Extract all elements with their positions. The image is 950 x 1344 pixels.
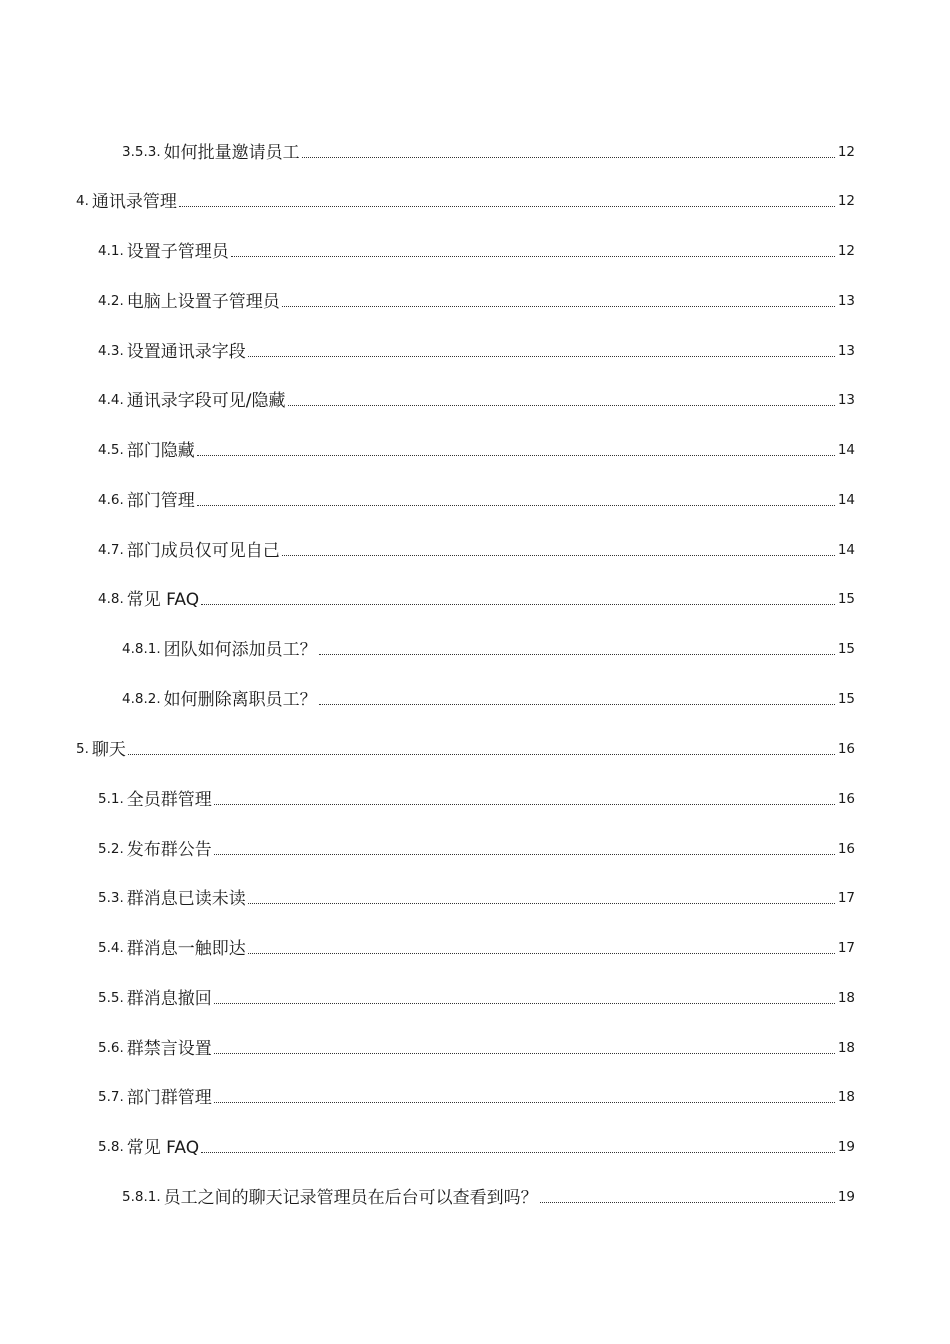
toc-entry[interactable] — [122, 1184, 855, 1208]
toc-entry-number: 4. — [76, 193, 89, 209]
toc-entry-title: 群消息撤回 — [126, 989, 212, 1009]
toc-entry-number: 5.4. — [98, 940, 124, 956]
toc-entry-number: 4.8.2. — [122, 691, 161, 707]
toc-entry-page: 12 — [837, 144, 855, 160]
dot-leader — [288, 405, 835, 406]
toc-entry-title: 如何批量邀请员工 — [163, 143, 300, 163]
toc-entry-page: 15 — [837, 641, 855, 657]
toc-entry[interactable] — [98, 586, 855, 610]
dot-leader — [214, 804, 835, 805]
toc-entry[interactable] — [76, 188, 855, 212]
toc-entry-number: 4.8. — [98, 591, 124, 607]
toc-entry[interactable] — [98, 288, 855, 312]
dot-leader — [248, 903, 835, 904]
toc-entry-title: 团队如何添加员工？ — [163, 640, 317, 660]
toc-entry[interactable] — [76, 736, 855, 760]
toc-entry-page: 15 — [837, 591, 855, 607]
toc-entry-number: 4.2. — [98, 293, 124, 309]
dot-leader — [197, 455, 835, 456]
toc-entry[interactable] — [98, 1084, 855, 1108]
toc-entry[interactable] — [98, 487, 855, 511]
toc-entry-number: 5.7. — [98, 1089, 124, 1105]
dot-leader — [214, 1003, 835, 1004]
toc-entry-number: 5.5. — [98, 990, 124, 1006]
toc-entry-page: 17 — [837, 940, 855, 956]
toc-entry-number: 5.6. — [98, 1040, 124, 1056]
toc-entry-number: 5.8. — [98, 1139, 124, 1155]
toc-entry-title: 通讯录字段可见/隐藏 — [126, 391, 286, 411]
toc-entry-number: 5.3. — [98, 890, 124, 906]
toc-entry[interactable] — [98, 935, 855, 959]
toc-entry-number: 4.4. — [98, 392, 124, 408]
dot-leader — [302, 157, 835, 158]
dot-leader — [214, 854, 835, 855]
toc-entry-page: 14 — [837, 492, 855, 508]
toc-entry-page: 16 — [837, 741, 855, 757]
toc-entry-title: 发布群公告 — [126, 840, 212, 860]
toc-entry[interactable] — [98, 1134, 855, 1158]
toc-entry[interactable] — [98, 437, 855, 461]
dot-leader — [282, 555, 835, 556]
toc-entry-title: 常见 FAQ — [126, 1138, 200, 1158]
toc-entry-title: 全员群管理 — [126, 790, 212, 810]
toc-entry-title: 群消息一触即达 — [126, 939, 246, 959]
toc-entry-number: 4.1. — [98, 243, 124, 259]
toc-entry-page: 19 — [837, 1139, 855, 1155]
toc-entry-page: 18 — [837, 1089, 855, 1105]
toc-entry-page: 12 — [837, 193, 855, 209]
toc-entry-title: 部门成员仅可见自己 — [126, 541, 280, 561]
dot-leader — [201, 604, 835, 605]
toc-entry[interactable] — [98, 387, 855, 411]
dot-leader — [282, 306, 835, 307]
toc-entry-page: 13 — [837, 343, 855, 359]
dot-leader — [540, 1202, 835, 1203]
toc-entry-number: 5. — [76, 741, 89, 757]
toc-entry-page: 17 — [837, 890, 855, 906]
toc-entry[interactable] — [122, 686, 855, 710]
toc-entry-title: 部门群管理 — [126, 1088, 212, 1108]
toc-entry[interactable] — [98, 338, 855, 362]
dot-leader — [197, 505, 835, 506]
dot-leader — [128, 754, 835, 755]
toc-entry-title: 通讯录管理 — [91, 192, 177, 212]
toc-entry[interactable] — [122, 139, 855, 163]
toc-entry-title: 员工之间的聊天记录管理员在后台可以查看到吗？ — [163, 1188, 538, 1208]
toc-entry-title: 部门管理 — [126, 491, 195, 511]
toc-entry[interactable] — [122, 636, 855, 660]
toc-entry-title: 群消息已读未读 — [126, 889, 246, 909]
toc-entry-page: 13 — [837, 293, 855, 309]
toc-entry-number: 5.1. — [98, 791, 124, 807]
toc-entry-title: 设置子管理员 — [126, 242, 229, 262]
toc-entry[interactable] — [98, 238, 855, 262]
toc-entry[interactable] — [98, 537, 855, 561]
toc-entry-number: 5.8.1. — [122, 1189, 161, 1205]
toc-entry-number: 3.5.3. — [122, 144, 161, 160]
dot-leader — [214, 1053, 835, 1054]
toc-entry-page: 18 — [837, 1040, 855, 1056]
dot-leader — [214, 1102, 835, 1103]
toc-entry-page: 14 — [837, 442, 855, 458]
toc-entry-number: 5.2. — [98, 841, 124, 857]
toc-entry-number: 4.5. — [98, 442, 124, 458]
toc-entry[interactable] — [98, 985, 855, 1009]
toc-entry-title: 聊天 — [91, 740, 126, 760]
toc-entry-title: 群禁言设置 — [126, 1039, 212, 1059]
toc-entry[interactable] — [98, 836, 855, 860]
toc-entry-page: 16 — [837, 791, 855, 807]
toc-entry-title: 如何删除离职员工？ — [163, 690, 317, 710]
toc-entry-page: 12 — [837, 243, 855, 259]
toc-entry-title: 设置通讯录字段 — [126, 342, 246, 362]
toc-entry-page: 15 — [837, 691, 855, 707]
dot-leader — [248, 356, 835, 357]
toc-entry-number: 4.7. — [98, 542, 124, 558]
dot-leader — [201, 1152, 835, 1153]
dot-leader — [231, 256, 835, 257]
toc-entry-page: 14 — [837, 542, 855, 558]
toc-entry-number: 4.3. — [98, 343, 124, 359]
toc-entry-title: 部门隐藏 — [126, 441, 195, 461]
dot-leader — [319, 704, 835, 705]
toc-entry[interactable] — [98, 786, 855, 810]
dot-leader — [179, 206, 835, 207]
dot-leader — [248, 953, 835, 954]
toc-entry-page: 19 — [837, 1189, 855, 1205]
dot-leader — [319, 654, 835, 655]
toc-entry[interactable] — [98, 885, 855, 909]
toc-entry-number: 4.6. — [98, 492, 124, 508]
toc-entry-title: 常见 FAQ — [126, 590, 200, 610]
toc-entry-page: 16 — [837, 841, 855, 857]
toc-entry-page: 18 — [837, 990, 855, 1006]
toc-entry-number: 4.8.1. — [122, 641, 161, 657]
toc-entry-page: 13 — [837, 392, 855, 408]
toc-entry[interactable] — [98, 1035, 855, 1059]
toc-entry-title: 电脑上设置子管理员 — [126, 292, 280, 312]
